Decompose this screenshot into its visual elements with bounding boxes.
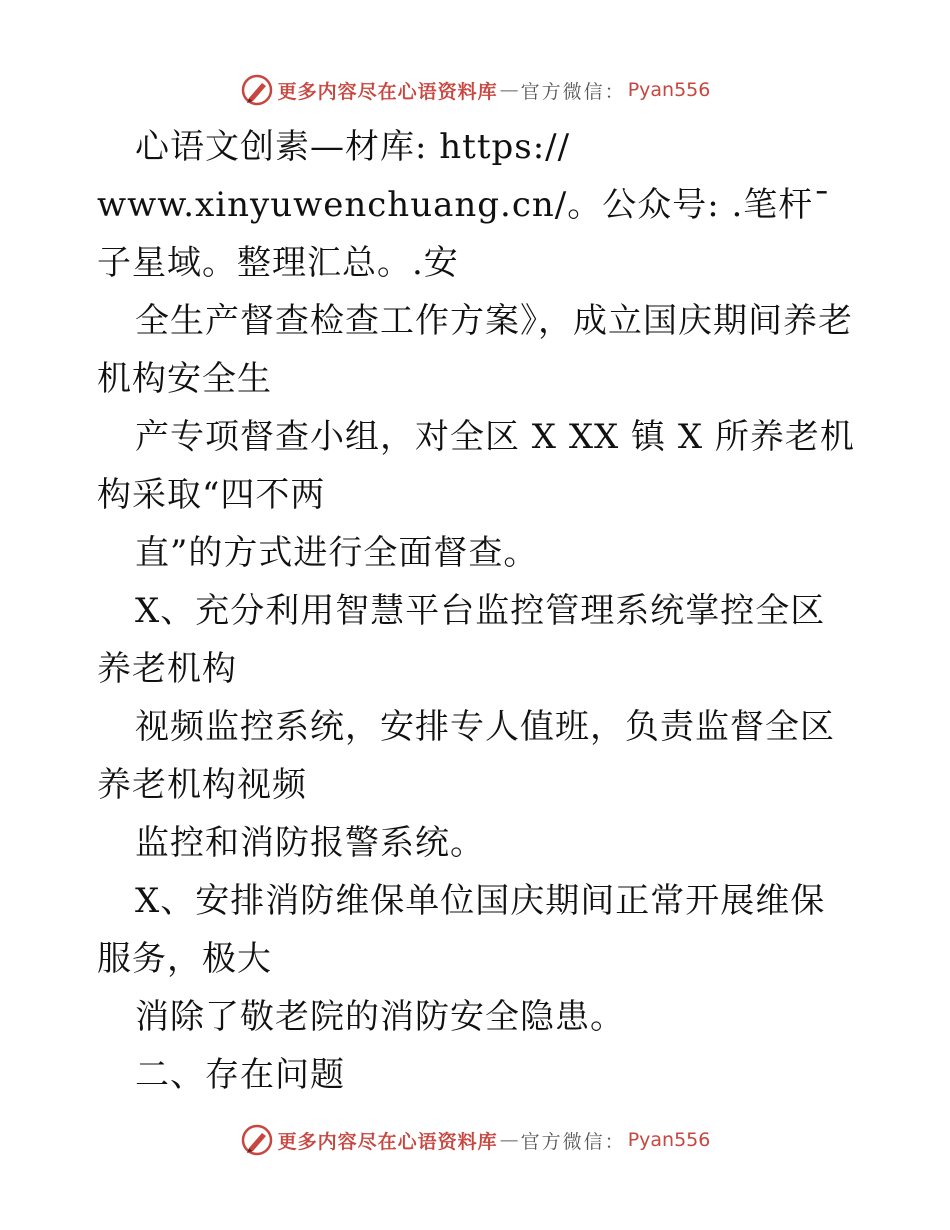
header-watermark-banner (0, 70, 950, 110)
paragraph-9: X、安排消防维保单位国庆期间正常开展维保服务，极大 (97, 881, 826, 979)
pen-in-circle-logo-icon (240, 73, 274, 107)
banner-wechat-id: Pyan556 (627, 79, 711, 101)
section-heading: 二、存在问题 (135, 1055, 345, 1095)
paragraph-5: 直”的方式进行全面督查。 (135, 533, 539, 573)
paragraph-8: 监控和消防报警系统。 (135, 823, 485, 863)
paragraph-4: 产专项督查小组，对全区 X XX 镇 X 所养老机构采取“四不两 (97, 417, 855, 515)
paragraph-10: 消除了敬老院的消防安全隐患。 (135, 997, 625, 1037)
banner-dash: — (499, 79, 519, 101)
paragraph-2: www.xinyuwenchuang.cn/。公众号: .笔杆¯子星域。整理汇总。.安 (97, 185, 832, 283)
paragraph-1: 心语文创素—材库: https:// (135, 127, 571, 167)
paragraph-7: 视频监控系统，安排专人值班，负责监督全区养老机构视频 (97, 707, 835, 805)
pen-in-circle-logo-icon (240, 1123, 274, 1157)
banner-wechat-label: 官方微信： (520, 80, 626, 103)
banner-main-text: 更多内容尽在心语资料库 (277, 80, 498, 103)
footer-watermark-banner (0, 1120, 950, 1160)
banner-main-text: 更多内容尽在心语资料库 (277, 1130, 498, 1153)
paragraph-6: X、充分利用智慧平台监控管理系统掌控全区养老机构 (97, 591, 826, 689)
document-body (97, 118, 857, 1104)
paragraph-3: 全生产督查检查工作方案》，成立国庆期间养老机构安全生 (97, 301, 853, 399)
banner-wechat-label: 官方微信： (520, 1130, 626, 1153)
banner-wechat-id: Pyan556 (627, 1129, 711, 1151)
banner-dash: — (499, 1129, 519, 1151)
